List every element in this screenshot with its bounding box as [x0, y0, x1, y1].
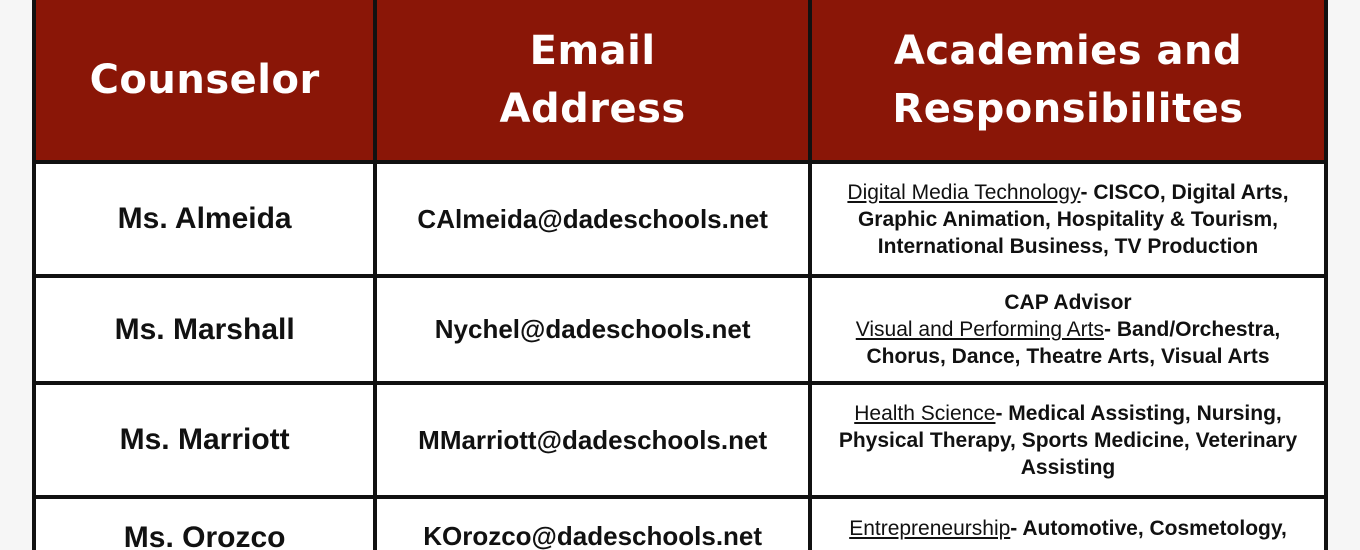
counselor-name: Ms. Almeida — [34, 162, 375, 276]
counselor-name: Ms. Orozco — [34, 497, 375, 550]
email-header-line2: Address — [499, 86, 686, 132]
counselor-table — [32, 0, 1328, 550]
academy-name: Entrepreneurship — [849, 517, 1011, 540]
academy-details: - Band/Orchestra, Chorus, Dance, Theatre Arts, Visual Arts — [866, 318, 1281, 368]
counselor-header-label: Counselor — [89, 57, 320, 103]
email-address: KOrozco@dadeschools.net — [375, 497, 810, 550]
academies-cell — [810, 276, 1326, 383]
email-address: MMarriott@dadeschools.net — [375, 383, 810, 497]
academies-cell — [810, 383, 1326, 497]
role-note: CAP Advisor — [1004, 291, 1132, 314]
email-header-line1: Email — [529, 28, 656, 74]
academy-name: Health Science — [854, 401, 996, 425]
academies-header-line2: Responsibilites — [892, 86, 1244, 132]
email-address: CAlmeida@dadeschools.net — [375, 162, 810, 276]
academies-header-line1: Academies and — [893, 28, 1243, 74]
table-row — [34, 162, 1326, 276]
email-address: Nychel@dadeschools.net — [375, 276, 810, 383]
academies-cell — [810, 162, 1326, 276]
table-row — [34, 383, 1326, 497]
academies-cell — [810, 497, 1326, 550]
academy-name: Visual and Performing Arts — [855, 318, 1105, 341]
counselor-name: Ms. Marriott — [34, 383, 375, 497]
counselor-header — [34, 0, 375, 162]
academy-details: - CISCO, Digital Arts, Graphic Animation, Hospitality & Tourism, International Business, TV Production — [857, 180, 1289, 258]
table-row — [34, 276, 1326, 383]
academy-details: - Automotive, Cosmetology, — [1010, 517, 1287, 540]
counselor-name: Ms. Marshall — [34, 276, 375, 383]
header-row — [34, 0, 1326, 162]
academies-header — [810, 0, 1326, 162]
academy-details: - Medical Assisting, Nursing, Physical Therapy, Sports Medicine, Veterinary Assisting — [838, 401, 1298, 479]
email-header — [375, 0, 810, 162]
academy-name: Digital Media Technology — [847, 180, 1081, 204]
table-row — [34, 497, 1326, 550]
